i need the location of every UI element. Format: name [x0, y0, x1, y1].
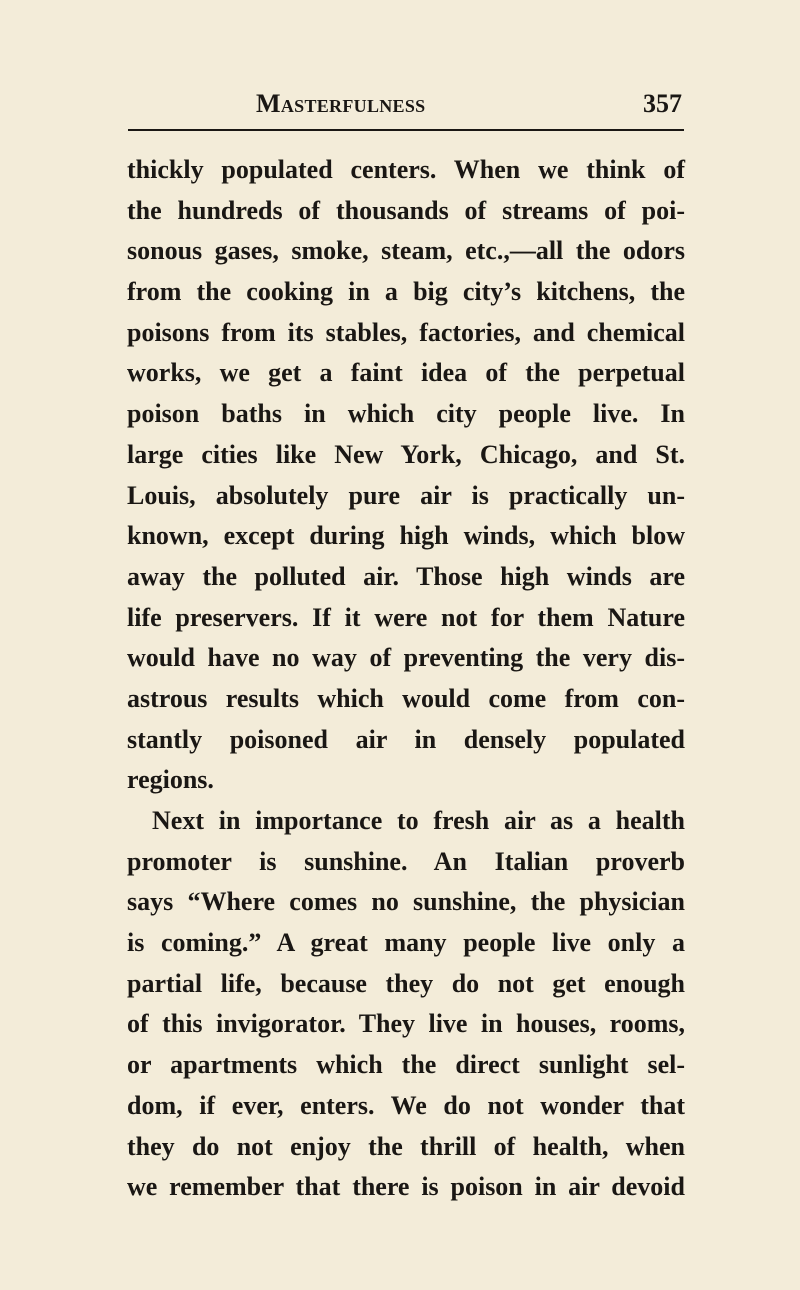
- text-line: from the cooking in a big city’s kitchens, the: [127, 277, 685, 307]
- text-line: large cities like New York, Chicago, and St.: [127, 439, 685, 469]
- text-line: of this invigorator. They live in houses, rooms,: [127, 1009, 685, 1039]
- text-line: the hundreds of thousands of streams of poi-: [127, 195, 685, 225]
- body-text: [127, 150, 685, 1208]
- text-line: partial life, because they do not get enough: [127, 968, 685, 998]
- page-number: 357: [643, 89, 682, 118]
- text-line: away the polluted air. Those high winds are: [127, 561, 685, 591]
- text-line: or apartments which the direct sunlight sel-: [127, 1050, 685, 1080]
- text-line: thickly populated centers. When we think of: [127, 155, 685, 184]
- text-line: astrous results which would come from con-: [127, 683, 685, 713]
- text-line: works, we get a faint idea of the perpetual: [127, 358, 685, 388]
- running-head-title: [256, 84, 426, 124]
- paragraph-end-line: regions.: [127, 765, 214, 795]
- text-line: they do not enjoy the thrill of health, when: [127, 1131, 685, 1161]
- running-head-title-text: Masterfulness: [256, 89, 426, 118]
- text-line: we remember that there is poison in air devoid: [127, 1172, 685, 1202]
- text-line: sonous gases, smoke, steam, etc.,—all the odors: [127, 236, 685, 266]
- text-line: Louis, absolutely pure air is practically un-: [127, 480, 685, 510]
- text-line: says “Where comes no sunshine, the physician: [127, 887, 685, 917]
- text-line: life preservers. If it were not for them Nature: [127, 602, 685, 632]
- header-rule: [128, 129, 684, 131]
- running-head: [128, 84, 684, 124]
- text-line: is coming.” A great many people live only a: [127, 928, 685, 958]
- text-line: stantly poisoned air in densely populated: [127, 724, 685, 754]
- text-line: dom, if ever, enters. We do not wonder that: [127, 1090, 685, 1120]
- text-line: poisons from its stables, factories, and chemical: [127, 317, 685, 347]
- text-line: would have no way of preventing the very dis-: [127, 643, 685, 673]
- text-line: known, except during high winds, which blow: [127, 521, 685, 551]
- text-line: promoter is sunshine. An Italian proverb: [127, 846, 685, 876]
- paragraph-start-line: Next in importance to fresh air as a health: [152, 806, 685, 835]
- text-line: poison baths in which city people live. In: [127, 399, 685, 429]
